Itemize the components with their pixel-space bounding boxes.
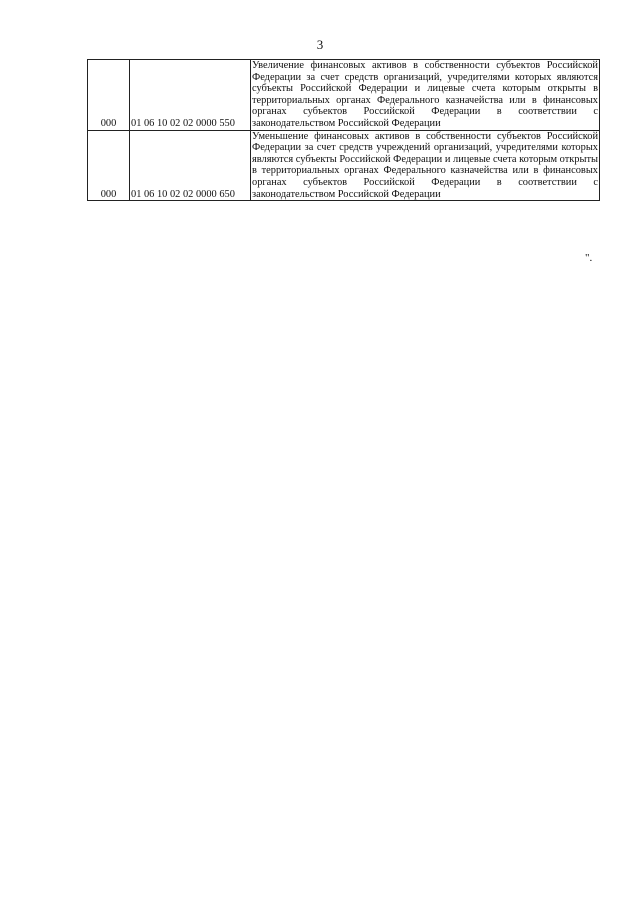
description-cell: Уменьшение финансовых активов в собственности субъектов Российской Федерации за счет средств учреждений организаций, учредителями которых являются субъекты Российской Федерации и лицевые счета которым открыты в территориальных органах Федерального казначейства или в финансовых органах субъектов Российской Федерации в соответствии с законодательством Российской Федерации bbox=[252, 130, 599, 200]
classification-code-cell: 01 06 10 02 02 0000 550 bbox=[130, 60, 251, 131]
table-row bbox=[88, 60, 600, 131]
budget-classification-table bbox=[87, 59, 600, 201]
closing-quote-mark: ". bbox=[585, 252, 593, 264]
description-cell: Увеличение финансовых активов в собственности субъектов Российской Федерации за счет средств организаций, учредителями которых являются субъекты Российской Федерации и лицевые счета которым открыты в территориальных органах Федерального казначейства или в финансовых органах субъектов Российской Федерации в соответствии с законодательством Российской Федерации bbox=[252, 60, 598, 129]
admin-code-cell: 000 bbox=[88, 60, 130, 131]
admin-code-cell: 000 bbox=[88, 130, 130, 201]
page-number: 3 bbox=[316, 37, 324, 52]
classification-code-cell: 01 06 10 02 02 0000 650 bbox=[130, 130, 251, 201]
table-row bbox=[88, 130, 600, 201]
